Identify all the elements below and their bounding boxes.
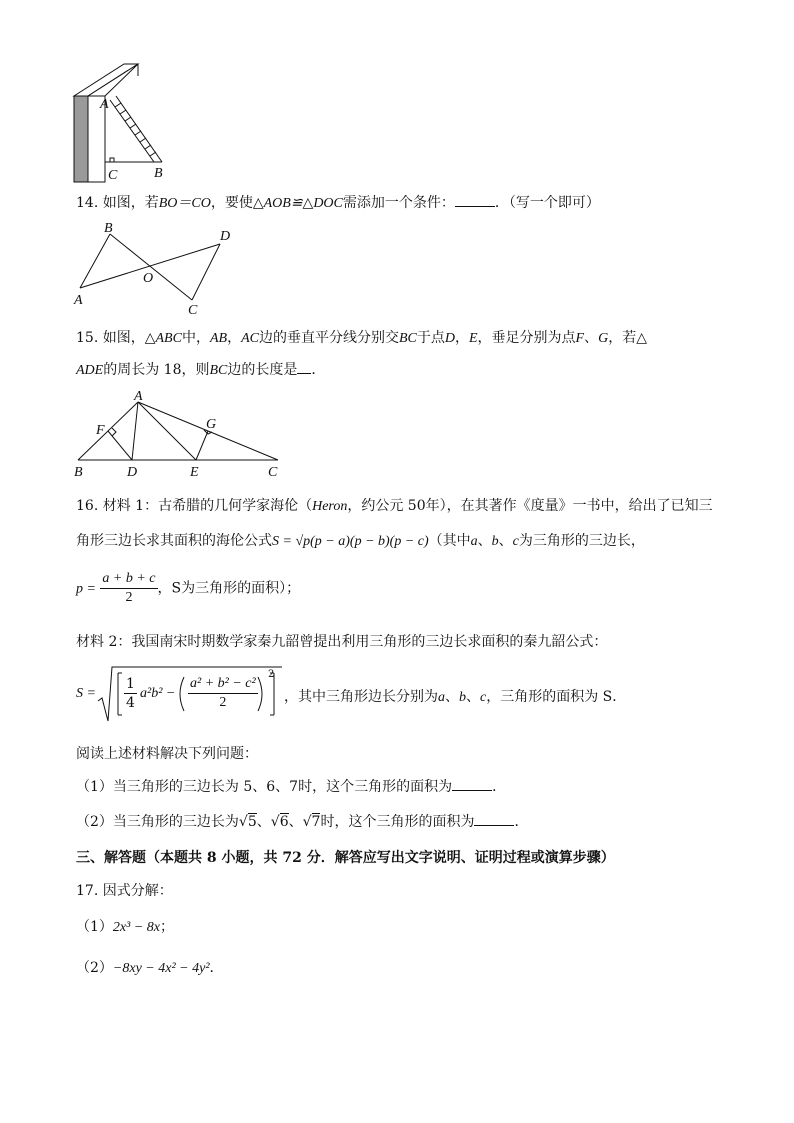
q16-text: ，S为三角形的面积）； xyxy=(157,580,301,597)
q15-number: 15. xyxy=(76,330,99,346)
q15-text: 于点 xyxy=(416,330,445,346)
ladder-label-b: B xyxy=(154,166,163,181)
q15-label-b: B xyxy=(74,465,83,480)
q14-triangles: △AOB≌△DOC xyxy=(252,196,343,211)
q14-line xyxy=(76,192,600,212)
q16-text: 、 xyxy=(498,533,513,549)
q15-d: D xyxy=(444,331,455,346)
q16-number: 16. xyxy=(76,498,99,514)
q16-qin-quarter xyxy=(124,675,137,712)
q16-part1-blank[interactable] xyxy=(452,778,492,791)
q15-ab: AB xyxy=(209,331,228,346)
q17-p2-expression: −8xy − 4x² − 4y² xyxy=(112,961,210,976)
q16-b: b xyxy=(491,534,499,549)
q16-text: 阅读上述材料解决下列问题： xyxy=(76,746,258,762)
q16-text: ，约公元 50年），在其著作《度量》一书中，给出了已知三 xyxy=(347,498,713,514)
q15-text: 中， xyxy=(181,330,210,346)
q15-label-e: E xyxy=(190,465,199,480)
q14-number: 14. xyxy=(76,195,99,211)
q16-text: 材料 1：古希腊的几何学家海伦（ xyxy=(102,498,313,514)
q16-text: 角形三边长求其面积的海伦公式 xyxy=(76,533,272,549)
q16-p-numerator: a + b + c xyxy=(100,570,157,589)
q16-qin-a2b2: a²b² − xyxy=(140,686,176,701)
q16-p-denominator: 2 xyxy=(125,590,133,605)
q15-text: 边的垂直平分线分别交 xyxy=(258,330,399,346)
q16-qin-inner-fraction xyxy=(188,675,258,712)
q15-text: 边的长度是 xyxy=(227,362,298,378)
q15-f: F xyxy=(575,331,585,346)
q16-text: （1）当三角形的三边长为 5、6、7时，这个三角形的面积为 xyxy=(76,779,453,795)
q16-qin-quarter-den: 4 xyxy=(126,695,135,711)
q14-answer-blank[interactable] xyxy=(455,194,495,207)
sqrt-7-radicand: 7 xyxy=(311,814,321,830)
q16-line2 xyxy=(76,530,645,550)
q16-part1 xyxy=(76,776,506,796)
q16-text: 、 xyxy=(445,689,459,705)
q16-text: ，三角形的面积为 S． xyxy=(486,689,627,705)
q15-bc2: BC xyxy=(209,363,228,378)
q15-label-g: G xyxy=(206,417,217,432)
q16-b: b xyxy=(459,690,466,705)
sqrt-6-radicand: 6 xyxy=(279,814,289,830)
q17-p1-expression: 2x³ − 8x xyxy=(112,920,160,935)
q16-text: 、 xyxy=(256,814,271,830)
q16-text: ． xyxy=(514,814,529,830)
q16-qin-inner-num: a² + b² − c² xyxy=(188,675,258,694)
q16-heron-formula: S = √p(p − a)(p − b)(p − c) xyxy=(272,534,429,549)
q15-abc: ABC xyxy=(155,331,182,346)
q15-text: ， xyxy=(454,330,469,346)
q16-text: ，其中三角形边长分别为 xyxy=(284,689,438,705)
q15-text: ，垂足分别为点 xyxy=(477,330,576,346)
q16-qin-quarter-num: 1 xyxy=(126,676,135,692)
q16-a: a xyxy=(438,690,445,705)
q16-text: （其中 xyxy=(428,533,471,549)
q15-text: ． xyxy=(311,362,326,378)
q14-label-a: A xyxy=(74,293,83,308)
q15-line1 xyxy=(76,327,647,347)
q17-part1 xyxy=(76,916,174,936)
q15-answer-blank[interactable] xyxy=(297,361,311,374)
q14-text-b: ，要使 xyxy=(210,195,253,211)
q16-text: ． xyxy=(492,779,507,795)
q14-label-b: B xyxy=(104,221,113,236)
q16-qin-suffix xyxy=(284,686,626,706)
q15-label-f: F xyxy=(96,423,105,438)
q16-text: 、 xyxy=(477,533,492,549)
q17-title xyxy=(76,880,173,900)
q16-material2 xyxy=(76,631,607,651)
q16-line3 xyxy=(76,570,300,607)
sqrt-5-radicand: 5 xyxy=(247,814,257,830)
q16-heron: Heron xyxy=(312,499,348,514)
q16-p-fraction xyxy=(100,570,157,607)
q15-label-c: C xyxy=(268,465,278,480)
q16-text: （2）当三角形的三边长为 xyxy=(76,814,239,830)
q16-c: c xyxy=(480,690,487,705)
q14-figure xyxy=(70,222,250,318)
q16-qin-inner-den: 2 xyxy=(219,695,227,710)
q14-text-a: 如图，若 xyxy=(102,195,159,211)
q15-text: 的周长为 18，则 xyxy=(103,362,210,378)
q16-part2-blank[interactable] xyxy=(474,813,514,826)
q16-p-lhs: p = xyxy=(76,581,96,597)
q17-text: 因式分解： xyxy=(102,883,173,899)
q15-text: ，若△ xyxy=(608,330,647,346)
q14-label-o: O xyxy=(143,271,154,286)
q14-text-c: 需添加一个条件： xyxy=(342,195,455,211)
q16-text: 、 xyxy=(288,814,303,830)
q16-c: c xyxy=(512,534,519,549)
q16-text: 时，这个三角形的面积为 xyxy=(320,814,475,830)
section3-title: 三、解答题（本题共 8 小题，共 72 分．解答应写出文字说明、证明过程或演算步骤） xyxy=(76,850,615,866)
q17-text: ． xyxy=(209,960,224,976)
q15-e: E xyxy=(468,331,478,346)
q16-text: 、 xyxy=(466,689,480,705)
q17-number: 17. xyxy=(76,883,99,899)
q17-part2 xyxy=(76,957,224,977)
q16-text: 为三角形的三边长， xyxy=(518,533,645,549)
q16-qin-lhs: S = xyxy=(76,686,96,701)
q16-line1 xyxy=(76,495,713,515)
q15-g: G xyxy=(598,331,609,346)
q15-bc: BC xyxy=(398,331,417,346)
q15-text: 如图，△ xyxy=(102,330,156,346)
ladder-label-c: C xyxy=(108,168,118,183)
q17-text: ； xyxy=(160,919,174,935)
q15-text: 、 xyxy=(584,330,599,346)
q15-text: ， xyxy=(227,330,242,346)
q16-part2 xyxy=(76,811,528,831)
ladder-figure xyxy=(70,60,180,185)
q17-p2-label: （2） xyxy=(76,960,113,976)
q14-label-c: C xyxy=(188,303,198,318)
q16-read xyxy=(76,743,258,763)
q15-ade: ADE xyxy=(76,363,104,378)
q15-label-d: D xyxy=(127,465,138,480)
q14-text-d: ．（写一个即可） xyxy=(494,195,600,211)
q16-a: a xyxy=(470,534,478,549)
q17-p1-label: （1） xyxy=(76,919,113,935)
ladder-label-a: A xyxy=(100,97,109,112)
q15-figure xyxy=(70,388,290,480)
q16-qin-exponent: 2 xyxy=(268,669,275,680)
q14-label-d: D xyxy=(220,229,231,244)
sqrt-6: √6 xyxy=(270,814,289,830)
q14-condition: BO＝CO xyxy=(158,196,211,211)
q15-line2 xyxy=(76,359,325,379)
sqrt-7: √7 xyxy=(302,814,321,830)
q16-text: 材料 2：我国南宋时期数学家秦九韶曾提出利用三角形的三边长求面积的秦九韶公式： xyxy=(76,634,608,650)
sqrt-5: √5 xyxy=(238,814,257,830)
q15-ac: AC xyxy=(241,331,259,346)
q15-label-a: A xyxy=(134,389,143,404)
